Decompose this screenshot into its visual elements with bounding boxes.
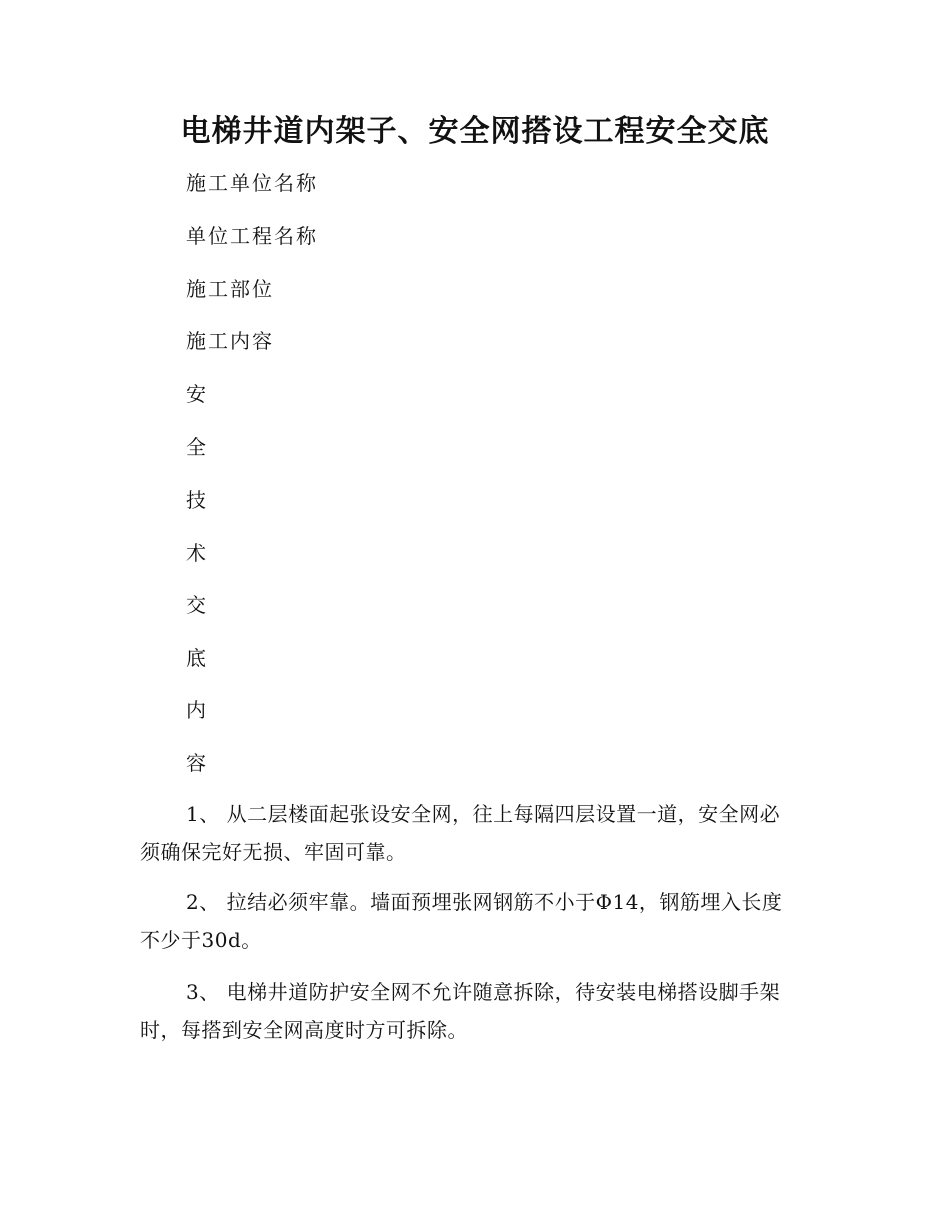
paragraph-3: 3、 电梯井道防护安全网不允许随意拆除，待安装电梯搭设脚手架时，每搭到安全网高度时方可拆除。 — [140, 980, 781, 1042]
field-construction-unit: 施工单位名称 — [186, 171, 318, 195]
document-title: 电梯井道内架子、安全网搭设工程安全交底 — [180, 114, 770, 149]
vertical-label-char: 底 — [186, 646, 208, 670]
field-construction-part: 施工部位 — [186, 277, 274, 301]
field-project-name: 单位工程名称 — [186, 224, 318, 248]
vertical-label-char: 全 — [186, 435, 208, 459]
vertical-label-char: 安 — [186, 382, 208, 406]
vertical-label-char: 术 — [186, 541, 208, 565]
vertical-label-char: 容 — [186, 751, 208, 775]
field-construction-content: 施工内容 — [186, 329, 274, 353]
paragraph-2: 2、 拉结必须牢靠。墙面预埋张网钢筋不小于Φ14，钢筋埋入长度不少于30d。 — [140, 890, 783, 952]
vertical-label-char: 技 — [186, 488, 208, 512]
paragraph-1: 1、 从二层楼面起张设安全网，往上每隔四层设置一道，安全网必须确保完好无损、牢固可靠。 — [140, 802, 781, 864]
vertical-label-char: 交 — [186, 593, 208, 617]
vertical-label-char: 内 — [186, 698, 208, 722]
